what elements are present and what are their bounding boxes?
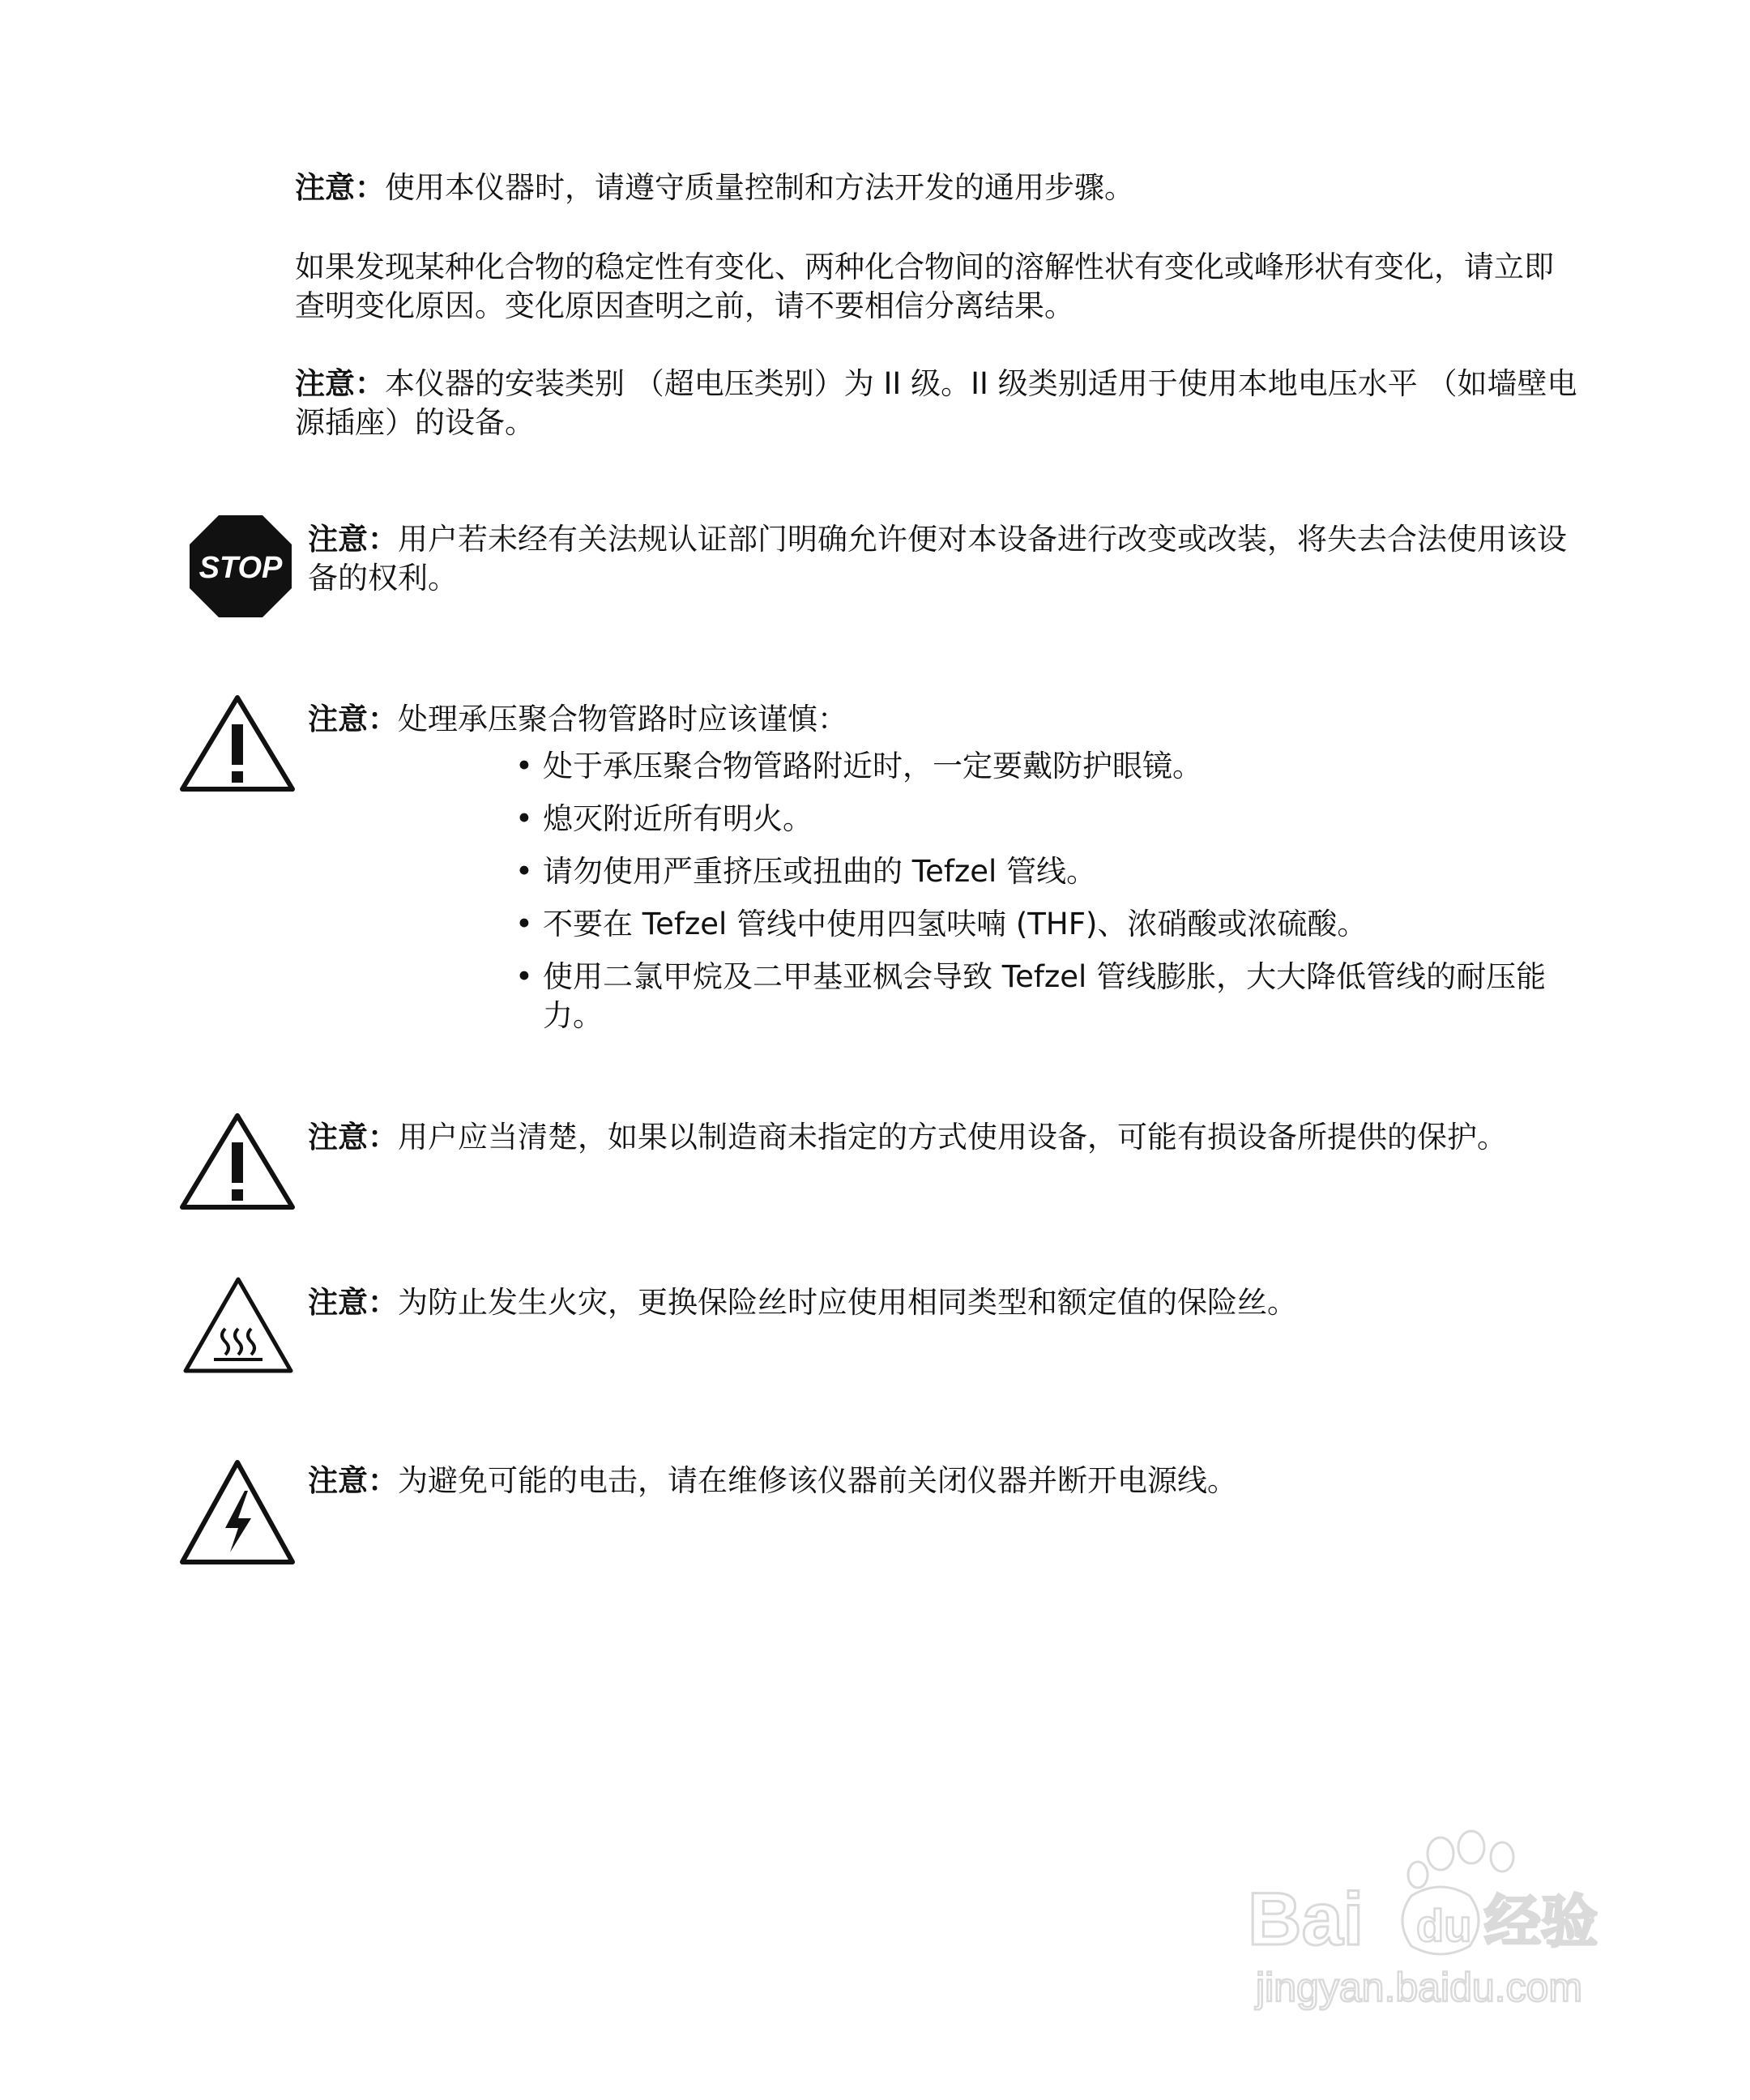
caution-label: 注意： [295,170,385,205]
caution-label: 注意： [308,522,398,557]
stop-sign-icon [188,514,293,619]
fuse-notice [308,1283,1583,1322]
tubing-intro [308,700,1583,739]
note-text: 如果发现某种化合物的稳定性有变化、两种化合物间的溶解性状有变化或峰形状有变化，请立即查明变化原因。变化原因查明之前，请不要相信分离结果。 [295,250,1554,323]
list-item: • 不要在 Tefzel 管线中使用四氢呋喃 (THF)、浓硝酸或浓硫酸。 [515,905,1583,944]
watermark-url: jingyan.baidu.com [1256,1965,1583,2010]
warning-triangle-icon [178,1112,297,1212]
notice-text: 用户若未经有关法规认证部门明确允许便对本设备进行改变或改装，将失去合法使用该设备的权利。 [308,522,1567,595]
notice-text: 为避免可能的电击，请在维修该仪器前关闭仪器并断开电源线。 [398,1463,1237,1498]
watermark-brand: Bai [1248,1878,1364,1961]
list-item: • 请勿使用严重挤压或扭曲的 Tefzel 管线。 [515,852,1583,891]
notice-text: 用户应当清楚，如果以制造商未指定的方式使用设备，可能有损设备所提供的保护。 [398,1120,1507,1155]
caution-label: 注意： [308,1463,398,1498]
tubing-notice [308,700,1583,1049]
note-installation-category [295,365,1583,442]
caution-label: 注意： [308,1120,398,1155]
hot-surface-icon [181,1275,295,1376]
notice-text: 为防止发生火灾，更换保险丝时应使用相同类型和额定值的保险丝。 [398,1285,1297,1320]
shock-notice [308,1462,1583,1500]
caution-label: 注意： [308,1285,398,1320]
note-quality-control [295,169,1583,207]
list-item: • 处于承压聚合物管路附近时，一定要戴防护眼镜。 [515,747,1583,786]
list-item: • 熄灭附近所有明火。 [515,800,1583,839]
list-item: • 使用二氯甲烷及二甲基亚枫会导致 Tefzel 管线膨胀，大大降低管线的耐压能力。 [515,958,1583,1035]
warning-triangle-icon [178,694,297,794]
intro-text: 处理承压聚合物管路时应该谨慎： [398,702,847,736]
stop-notice [308,520,1583,598]
protection-notice [308,1118,1539,1157]
note-text: 使用本仪器时，请遵守质量控制和方法开发的通用步骤。 [385,170,1134,205]
caution-label: 注意： [308,702,398,736]
du-paw-logo [1402,1887,1479,1954]
stop-sign-text: STOP [198,551,283,585]
watermark-brand-tail: 经验 [1484,1889,1598,1955]
electric-shock-icon [178,1458,297,1567]
note-separation-results [295,248,1583,326]
svg-text:du: du [1416,1900,1472,1951]
baidu-jingyan-watermark [1231,1823,1653,2017]
caution-label: 注意： [295,366,385,401]
tubing-precautions-list [308,747,1583,1035]
note-text: 本仪器的安装类别 （超电压类别）为 II 级。II 级类别适用于使用本地电压水平 （如墙壁电源插座）的设备。 [295,366,1577,440]
